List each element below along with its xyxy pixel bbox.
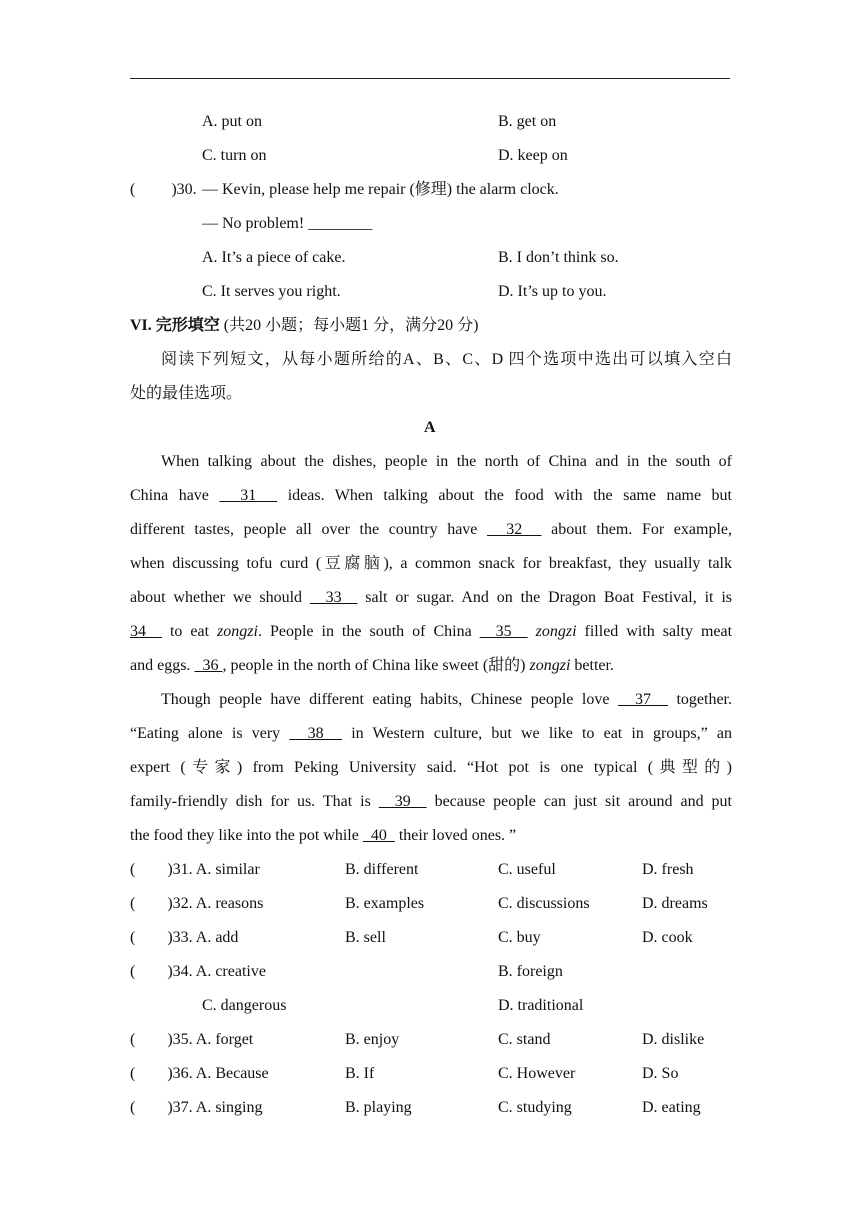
section-heading: VI. 完形填空 (共20 小题；每小题1 分，满分20 分): [130, 317, 479, 334]
passage-line: about whether we should 33 salt or sugar. And on the Dragon Boat Festival, it is: [130, 589, 732, 606]
passage-line: and eggs. 36 , people in the north of China like sweet (甜的) zongzi better.: [130, 657, 614, 674]
answer-paren: (: [130, 181, 136, 198]
passage-line: family-friendly dish for us. That is 39 because people can just sit around and put: [130, 793, 732, 810]
question-35-option-d: D. dislike: [642, 1031, 705, 1048]
question-32-option-c: C. discussions: [498, 895, 590, 912]
question-33-option-d: D. cook: [642, 929, 693, 946]
question-37-label: ( )37. A. singing: [130, 1099, 263, 1116]
question-35-label: ( )35. A. forget: [130, 1031, 254, 1048]
q29-option-d: D. keep on: [498, 147, 568, 164]
section-instructions-line1: 阅读下列短文，从每小题所给的A、B、C、D 四个选项中选出可以填入空白: [161, 351, 732, 368]
question-31-label: ( )31. A. similar: [130, 861, 260, 878]
blank-37: 37: [617, 691, 668, 708]
question-31-option-c: C. useful: [498, 861, 556, 878]
q30-prompt: — Kevin, please help me repair (修理) the alarm clock.: [202, 181, 559, 198]
blank-36: 36: [194, 657, 223, 674]
question-37-option-b: B. playing: [345, 1099, 412, 1116]
passage-line: “Eating alone is very 38 in Western culture, but we like to eat in groups,” an: [130, 725, 732, 742]
question-33-option-b: B. sell: [345, 929, 386, 946]
question-37-option-d: D. eating: [642, 1099, 701, 1116]
question-36-label: ( )36. A. Because: [130, 1065, 269, 1082]
q30-option-d: D. It’s up to you.: [498, 283, 607, 300]
passage-line: the food they like into the pot while 40 their loved ones. ”: [130, 827, 517, 844]
blank-34: 34: [130, 623, 162, 640]
passage-line: when discussing tofu curd (豆腐脑), a common snack for breakfast, they usually talk: [130, 555, 732, 572]
passage-line: Though people have different eating habits, Chinese people love 37 together.: [161, 691, 733, 708]
question-35-option-c: C. stand: [498, 1031, 551, 1048]
question-32-label: ( )32. A. reasons: [130, 895, 264, 912]
blank-32: 32: [487, 521, 542, 538]
question-36-option-b: B. If: [345, 1065, 375, 1082]
question-36-option-c: C. However: [498, 1065, 576, 1082]
passage-title: A: [424, 419, 436, 436]
q30-option-c: C. It serves you right.: [202, 283, 341, 300]
q29-option-c: C. turn on: [202, 147, 267, 164]
question-31-option-d: D. fresh: [642, 861, 694, 878]
q30-reply: — No problem! ________: [202, 215, 373, 232]
passage-line: expert (专家) from Peking University said. “Hot pot is one typical (典型的): [130, 759, 732, 776]
question-31-option-b: B. different: [345, 861, 419, 878]
q30-option-b: B. I don’t think so.: [498, 249, 619, 266]
question-32-option-b: B. examples: [345, 895, 425, 912]
section-instructions-line2: 处的最佳选项。: [130, 385, 243, 402]
question-37-option-c: C. studying: [498, 1099, 572, 1116]
question-34-option-b: B. foreign: [498, 963, 563, 980]
q29-option-b: B. get on: [498, 113, 557, 130]
question-33-option-c: C. buy: [498, 929, 541, 946]
question-34-option-d: D. traditional: [498, 997, 584, 1014]
question-33-label: ( )33. A. add: [130, 929, 239, 946]
blank-40: 40: [362, 827, 395, 844]
q29-option-a: A. put on: [202, 113, 262, 130]
blank-33: 33: [309, 589, 358, 606]
question-36-option-d: D. So: [642, 1065, 679, 1082]
blank-35: 35: [479, 623, 528, 640]
question-34-label: ( )34. A. creative: [130, 963, 266, 980]
header-rule: [130, 78, 730, 79]
blank-39: 39: [378, 793, 427, 810]
blank-31: 31: [219, 487, 278, 504]
q30-option-a: A. It’s a piece of cake.: [202, 249, 346, 266]
passage-line: different tastes, people all over the country have 32 about them. For example,: [130, 521, 732, 538]
passage-line: When talking about the dishes, people in the north of China and in the south of: [161, 453, 732, 470]
q30-number: ( )30.: [130, 181, 197, 198]
passage-line: 34 to eat zongzi. People in the south of China 35 zongzi filled with salty meat: [130, 623, 733, 640]
question-32-option-d: D. dreams: [642, 895, 708, 912]
passage-line: China have 31 ideas. When talking about the food with the same name but: [130, 487, 732, 504]
question-34-option-c: C. dangerous: [202, 997, 287, 1014]
blank-38: 38: [289, 725, 343, 742]
question-35-option-b: B. enjoy: [345, 1031, 400, 1048]
